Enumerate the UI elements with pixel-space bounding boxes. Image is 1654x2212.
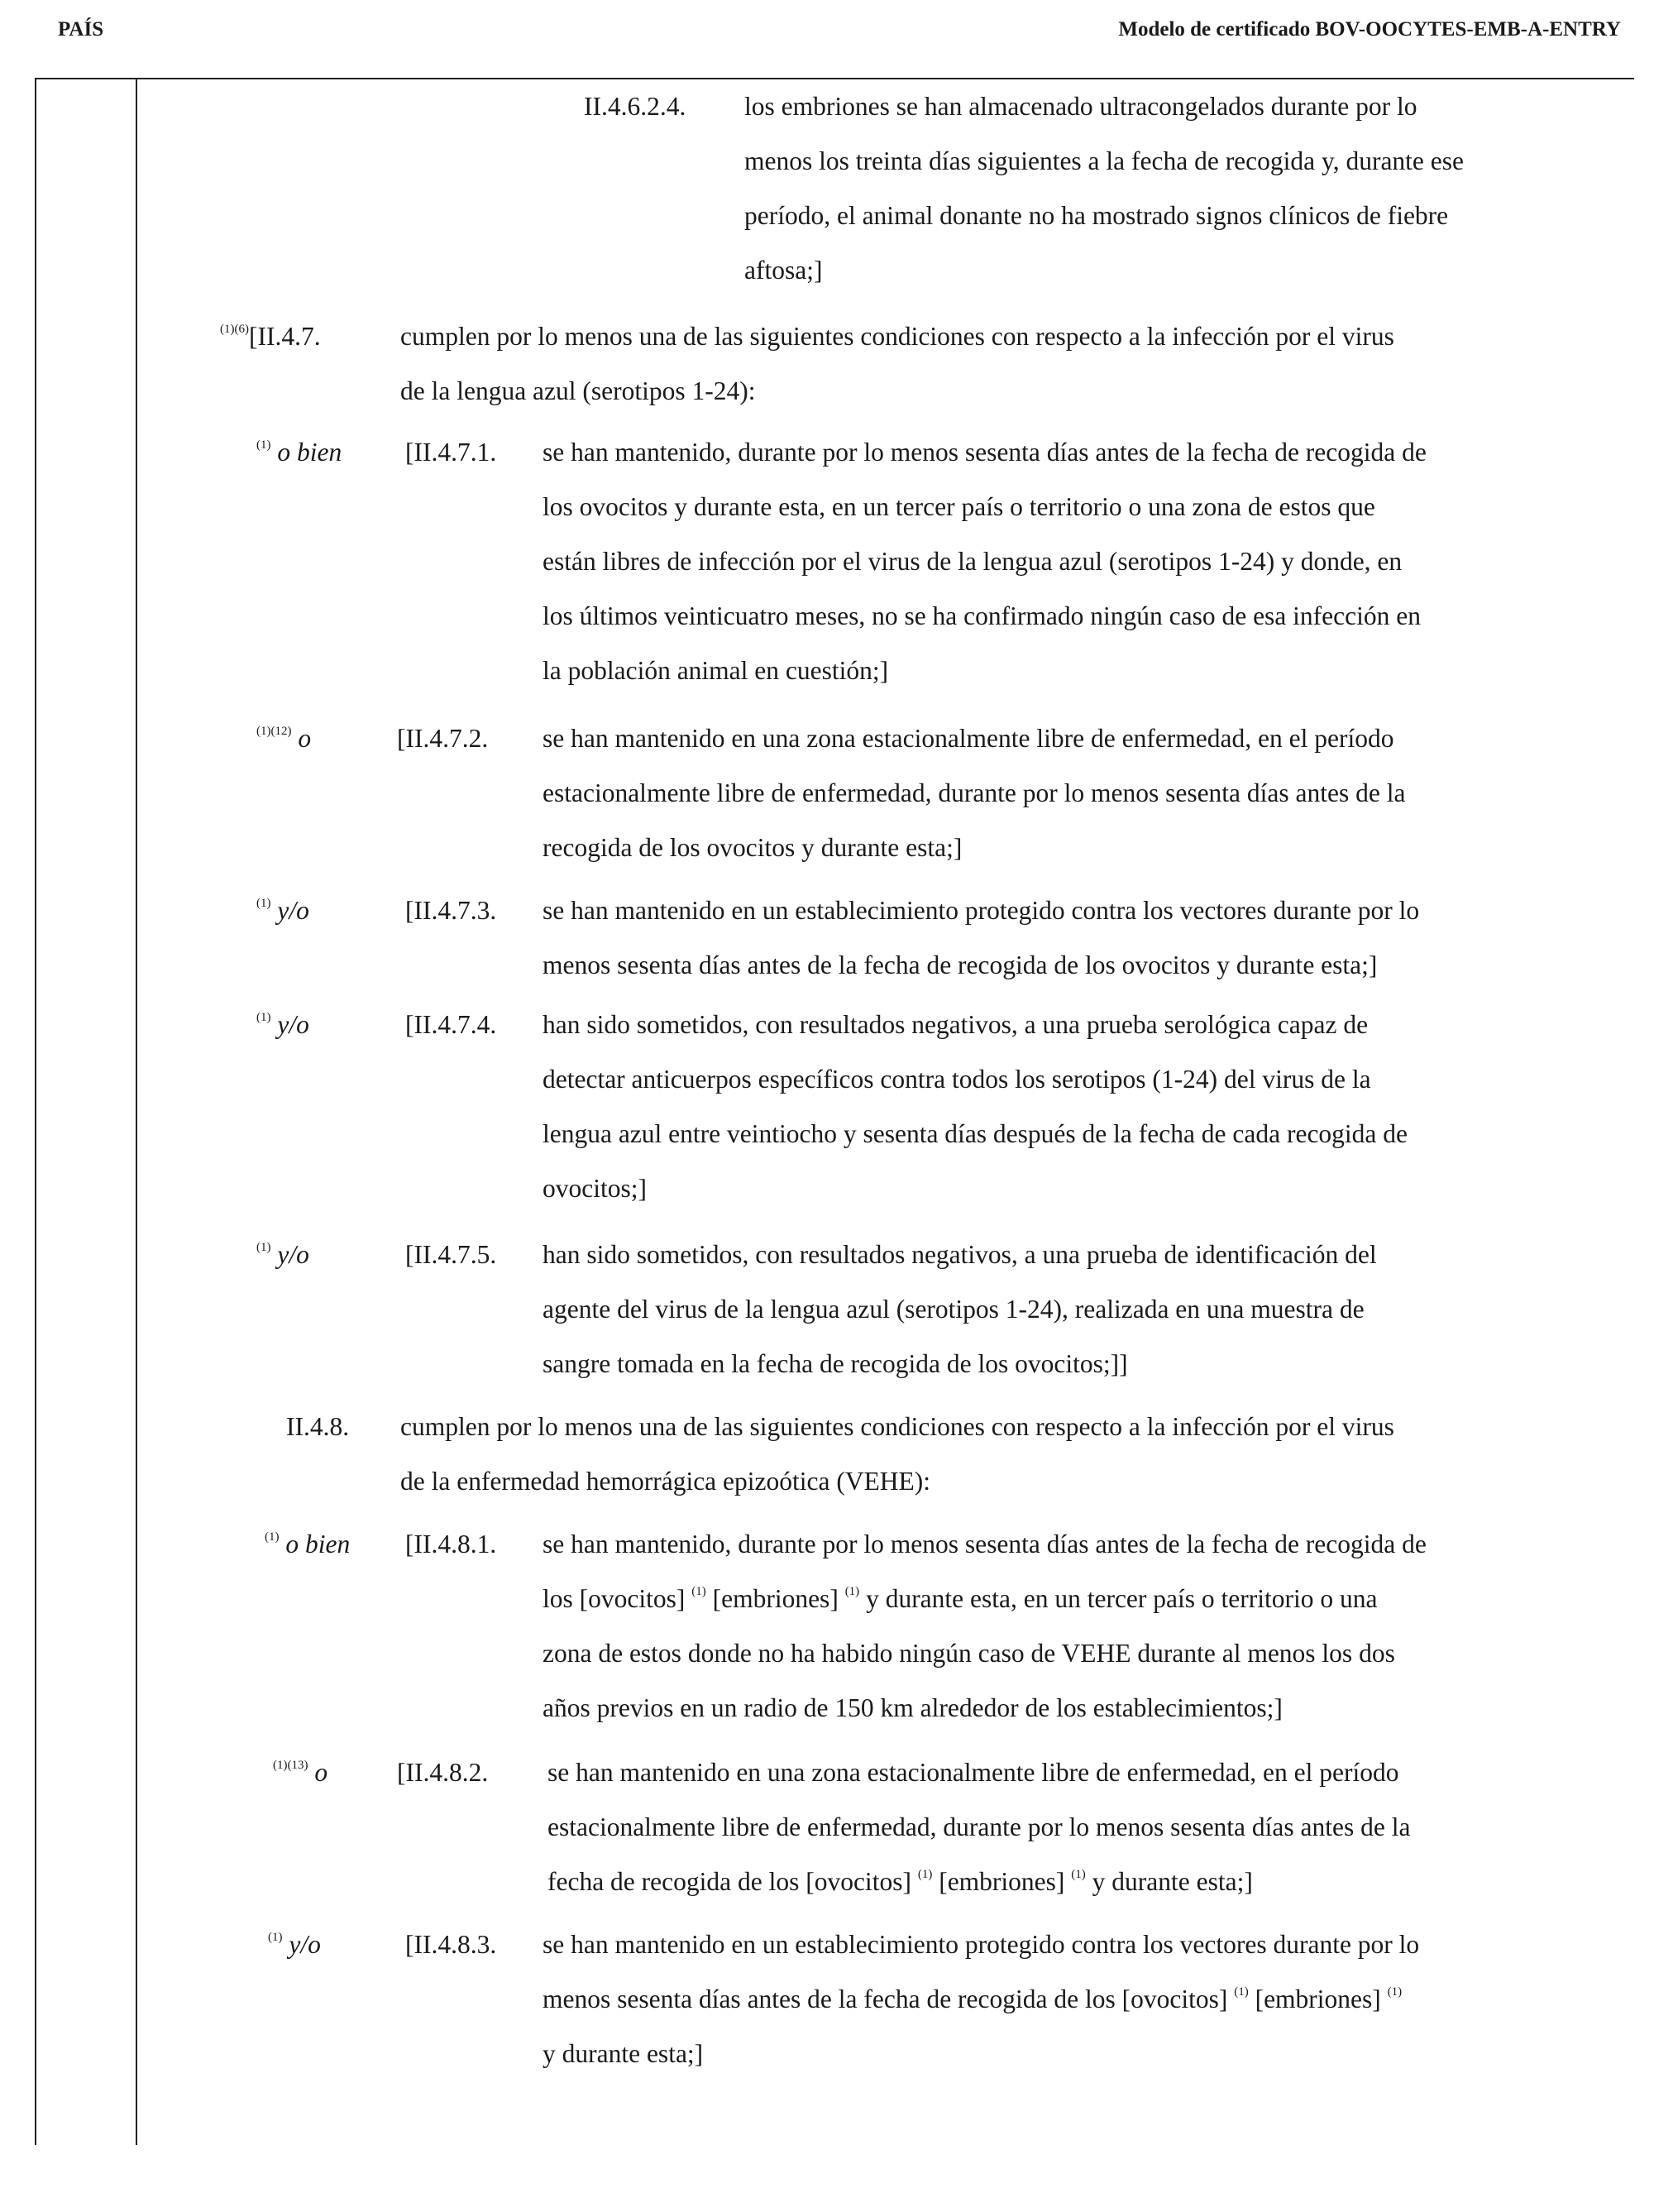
- footnote-ref: (1): [256, 1241, 271, 1254]
- section-text: se han mantenido, durante por lo menos sesenta días antes de la fecha de recogida de los [ovocitos] $^{(1)}$ [embriones] $^{(1)}$ y durante esta, en un tercer país o territorio o una zona de estos donde no ha habido ningún caso de VEHE durante al menos los dos años previos en un radio de 150 km alrededor de los establecimientos;]: [543, 1530, 1427, 1722]
- inner-column-line: [136, 79, 137, 2145]
- section-number: II.4.6.2.4.: [584, 92, 686, 121]
- section-number: [II.4.7.4.: [405, 1010, 497, 1039]
- footnote-ref: (1): [265, 1530, 280, 1544]
- section-number: [II.4.7.: [248, 322, 321, 351]
- certificate-model-title: Modelo de certificado BOV-OOCYTES-EMB-A-ENTRY: [1118, 18, 1621, 41]
- footnote-ref: (1): [256, 438, 271, 452]
- option-marker: o: [298, 724, 312, 753]
- footnote-ref: (1)(13): [273, 1759, 308, 1772]
- option-marker: o bien: [277, 438, 342, 467]
- section-number: [II.4.7.3.: [405, 896, 497, 925]
- section-text: se han mantenido en una zona estacionalmente libre de enfermedad, en el período estacionalmente libre de enfermedad, durante por lo menos sesenta días antes de la recogida de los ovocitos y durante esta;]: [543, 724, 1406, 862]
- section-text: se han mantenido en un establecimiento protegido contra los vectores durante por lo menos sesenta días antes de la fecha de recogida de los [ovocitos] $^{(1)}$ [embriones] $^{(1)}$ y durante esta;]: [543, 1930, 1420, 2068]
- footnote-ref: (1): [1387, 1985, 1403, 1999]
- section-II-4-8-2: [273, 1745, 1634, 1896]
- section-II-4-7-4: [256, 998, 1634, 1203]
- country-label: PAÍS: [58, 18, 104, 41]
- footnote-ref: (1)(12): [256, 725, 292, 738]
- footnote-ref: (1): [256, 1011, 271, 1024]
- section-II-4-8-3: [268, 1918, 1634, 2068]
- section-text: se han mantenido, durante por lo menos sesenta días antes de la fecha de recogida de los ovocitos y durante esta, en un tercer país o territorio o una zona de estos que están libres de infección por el virus de la lengua azul (serotipos 1-24) y donde, en los últimos veinticuatro meses, no se ha confirmado ningún caso de esa infección en la población animal en cuestión;]: [543, 438, 1427, 685]
- section-II-4-7-1: [256, 425, 1634, 685]
- section-number: [II.4.7.2.: [397, 724, 489, 753]
- left-border-line: [35, 79, 36, 2145]
- section-II-4-7: [220, 309, 1634, 405]
- section-text: han sido sometidos, con resultados negativos, a una prueba serológica capaz de detectar anticuerpos específicos contra todos los serotipos (1-24) del virus de la lengua azul entre veintiocho y sesenta días después de la fecha de cada recogida de ovocitos;]: [543, 1010, 1408, 1203]
- option-marker: o bien: [285, 1530, 351, 1558]
- option-marker: y/o: [277, 1010, 309, 1039]
- section-II-4-7-5: [256, 1228, 1634, 1378]
- section-II-4-8-1: [265, 1517, 1634, 1722]
- footnote-ref: (1): [1071, 1868, 1086, 1881]
- footnote-ref: (1): [1234, 1985, 1249, 1999]
- section-number: II.4.8.: [286, 1412, 350, 1441]
- section-text: se han mantenido en un establecimiento protegido contra los vectores durante por lo menos sesenta días antes de la fecha de recogida de los ovocitos y durante esta;]: [543, 896, 1420, 979]
- footnote-ref: (1): [268, 1931, 283, 1944]
- section-text: cumplen por lo menos una de las siguientes condiciones con respecto a la infección por el virus de la lengua azul (serotipos 1-24):: [400, 322, 1394, 405]
- section-text: cumplen por lo menos una de las siguientes condiciones con respecto a la infección por el virus de la enfermedad hemorrágica epizoótica (VEHE):: [400, 1412, 1394, 1496]
- section-number: [II.4.7.5.: [405, 1240, 497, 1269]
- section-II-4-6-2-4: [584, 79, 1634, 285]
- section-text: se han mantenido en una zona estacionalmente libre de enfermedad, en el período estacionalmente libre de enfermedad, durante por lo menos sesenta días antes de la fecha de recogida de los [ovocitos] $^{(1)}$ [embriones] $^{(1)}$ y durante esta;]: [547, 1758, 1411, 1896]
- section-number: [II.4.7.1.: [405, 438, 497, 467]
- footnote-ref: (1): [256, 897, 271, 910]
- footnote-ref: (1): [691, 1585, 706, 1598]
- option-marker: y/o: [289, 1930, 321, 1959]
- section-number: [II.4.8.1.: [405, 1530, 497, 1558]
- option-marker: y/o: [277, 896, 309, 925]
- section-II-4-7-3: [256, 883, 1634, 979]
- section-II-4-8: [286, 1400, 1634, 1496]
- section-text: los embriones se han almacenado ultracongelados durante por lo menos los treinta días siguientes a la fecha de recogida y, durante ese período, el animal donante no ha mostrado signos clínicos de fiebre aftosa;]: [744, 92, 1465, 285]
- footnote-ref: (1): [844, 1585, 860, 1598]
- section-number: [II.4.8.2.: [397, 1758, 489, 1787]
- option-marker: o: [314, 1758, 328, 1787]
- section-II-4-7-2: [256, 711, 1634, 862]
- option-marker: y/o: [277, 1240, 309, 1269]
- section-text: han sido sometidos, con resultados negativos, a una prueba de identificación del agente del virus de la lengua azul (serotipos 1-24), realizada en una muestra de sangre tomada en la fecha de recogida de los ovocitos;]]: [543, 1240, 1377, 1378]
- section-number: [II.4.8.3.: [405, 1930, 497, 1959]
- footnote-ref: (1): [917, 1868, 933, 1881]
- footnote-ref: (1)(6): [220, 323, 249, 336]
